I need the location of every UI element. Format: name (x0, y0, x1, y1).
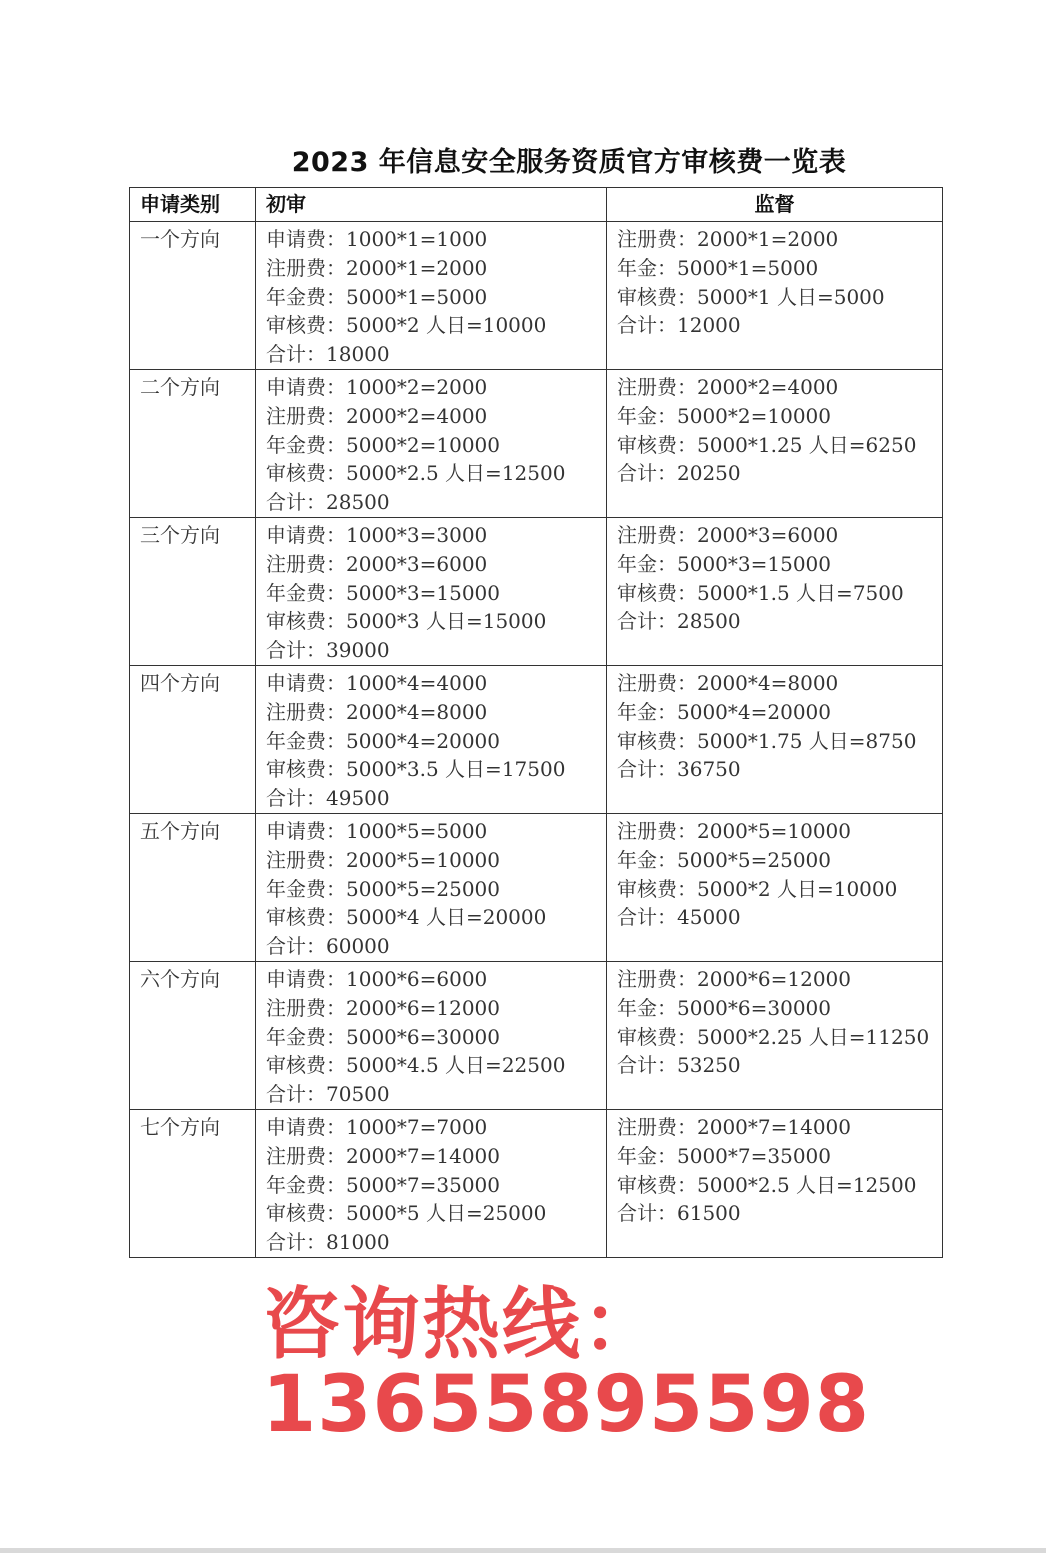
table-row (130, 1109, 943, 1257)
supervision-cell (607, 961, 943, 1109)
initial-cell (256, 517, 607, 665)
table-row (130, 369, 943, 517)
supervision-cell (607, 1109, 943, 1257)
initial-fee-line: 年金费：5000*3=15000 (266, 580, 501, 605)
category-cell (130, 369, 256, 517)
supervision-fee-line: 年金：5000*4=20000 (617, 699, 832, 724)
initial-fee-line: 申请费：1000*1=1000 (266, 227, 488, 251)
table-row (130, 813, 943, 961)
category-cell (130, 665, 256, 813)
category-cell (130, 961, 256, 1109)
supervision-fee-line: 年金：5000*1=5000 (617, 255, 819, 280)
initial-fee-line: 注册费：2000*5=10000 (266, 847, 501, 872)
supervision-cell (607, 665, 943, 813)
initial-fee-line: 合计：28500 (266, 490, 390, 515)
initial-fee-line: 审核费：5000*2.5 人日=12500 (266, 461, 566, 486)
initial-cell (256, 1109, 607, 1257)
supervision-fee-line: 年金：5000*5=25000 (617, 847, 832, 872)
initial-fee-line: 合计：39000 (266, 638, 390, 663)
table-row (130, 665, 943, 813)
initial-fee-line: 注册费：2000*7=14000 (266, 1143, 501, 1168)
initial-fee-line: 申请费：1000*6=6000 (266, 966, 488, 991)
initial-fee-line: 注册费：2000*4=8000 (266, 699, 488, 724)
hotline-label: 咨询热线： (262, 1280, 663, 1370)
initial-cell (256, 665, 607, 813)
category-label: 五个方向 (140, 818, 220, 843)
initial-fee-line: 审核费：5000*2 人日=10000 (266, 313, 547, 338)
initial-cell (256, 961, 607, 1109)
initial-fee-line: 合计：70500 (266, 1082, 390, 1107)
supervision-fee-line: 注册费：2000*6=12000 (617, 966, 852, 991)
category-label: 七个方向 (140, 1114, 220, 1139)
category-cell (130, 813, 256, 961)
initial-fee-line: 合计：60000 (266, 934, 390, 959)
supervision-fee-line: 注册费：2000*7=14000 (617, 1114, 852, 1139)
supervision-fee-line: 合计：61500 (617, 1201, 741, 1226)
initial-fee-line: 审核费：5000*3.5 人日=17500 (266, 757, 566, 782)
initial-fee-line: 合计：81000 (266, 1230, 390, 1255)
header-supervision: 监督 (607, 188, 943, 222)
category-cell (130, 1109, 256, 1257)
initial-fee-line: 合计：49500 (266, 786, 390, 811)
initial-fee-line: 年金费：5000*7=35000 (266, 1172, 501, 1197)
supervision-fee-line: 注册费：2000*4=8000 (617, 670, 839, 695)
hotline-phone[interactable]: 13655895598 (262, 1360, 870, 1450)
supervision-fee-line: 年金：5000*3=15000 (617, 551, 832, 576)
category-label: 二个方向 (140, 374, 220, 399)
initial-fee-line: 申请费：1000*2=2000 (266, 374, 488, 399)
category-label: 四个方向 (140, 670, 220, 695)
initial-fee-line: 注册费：2000*3=6000 (266, 551, 488, 576)
bottom-shadow (0, 1548, 1046, 1553)
initial-fee-line: 年金费：5000*4=20000 (266, 728, 501, 753)
supervision-fee-line: 注册费：2000*3=6000 (617, 522, 839, 547)
category-label: 三个方向 (140, 522, 220, 547)
supervision-fee-line: 审核费：5000*2.25 人日=11250 (617, 1024, 930, 1049)
initial-fee-line: 审核费：5000*3 人日=15000 (266, 609, 547, 634)
table-header-row (130, 188, 943, 222)
supervision-fee-line: 审核费：5000*1.25 人日=6250 (617, 432, 917, 457)
table-row (130, 961, 943, 1109)
supervision-fee-line: 注册费：2000*5=10000 (617, 818, 852, 843)
supervision-fee-line: 年金：5000*2=10000 (617, 403, 832, 428)
initial-fee-line: 审核费：5000*4.5 人日=22500 (266, 1053, 566, 1078)
header-category: 申请类别 (130, 188, 256, 222)
initial-fee-line: 注册费：2000*2=4000 (266, 403, 488, 428)
supervision-cell (607, 517, 943, 665)
supervision-fee-line: 年金：5000*6=30000 (617, 995, 832, 1020)
initial-fee-line: 申请费：1000*4=4000 (266, 670, 488, 695)
supervision-fee-line: 合计：12000 (617, 313, 741, 338)
supervision-fee-line: 审核费：5000*2.5 人日=12500 (617, 1172, 917, 1197)
supervision-cell (607, 369, 943, 517)
initial-fee-line: 申请费：1000*5=5000 (266, 818, 488, 843)
initial-fee-line: 合计：18000 (266, 342, 390, 367)
supervision-cell (607, 813, 943, 961)
initial-fee-line: 年金费：5000*1=5000 (266, 284, 488, 309)
supervision-fee-line: 审核费：5000*1.75 人日=8750 (617, 728, 917, 753)
supervision-fee-line: 审核费：5000*2 人日=10000 (617, 876, 898, 901)
supervision-fee-line: 合计：36750 (617, 757, 741, 782)
category-label: 六个方向 (140, 966, 220, 991)
initial-fee-line: 申请费：1000*3=3000 (266, 522, 488, 547)
supervision-fee-line: 合计：28500 (617, 609, 741, 634)
supervision-fee-line: 注册费：2000*1=2000 (617, 227, 839, 251)
supervision-fee-line: 审核费：5000*1.5 人日=7500 (617, 580, 904, 605)
initial-cell (256, 369, 607, 517)
supervision-fee-line: 合计：20250 (617, 461, 741, 486)
initial-cell (256, 813, 607, 961)
initial-fee-line: 审核费：5000*4 人日=20000 (266, 905, 547, 930)
header-initial: 初审 (256, 188, 607, 222)
supervision-cell (607, 222, 943, 370)
supervision-fee-line: 合计：45000 (617, 905, 741, 930)
supervision-fee-line: 审核费：5000*1 人日=5000 (617, 284, 885, 309)
supervision-fee-line: 年金：5000*7=35000 (617, 1143, 832, 1168)
initial-fee-line: 申请费：1000*7=7000 (266, 1114, 488, 1139)
initial-fee-line: 注册费：2000*6=12000 (266, 995, 501, 1020)
initial-cell (256, 222, 607, 370)
table-row (130, 517, 943, 665)
initial-fee-line: 注册费：2000*1=2000 (266, 255, 488, 280)
initial-fee-line: 年金费：5000*2=10000 (266, 432, 501, 457)
page-title: 2023 年信息安全服务资质官方审核费一览表 (291, 147, 847, 178)
table-row (130, 222, 943, 370)
supervision-fee-line: 注册费：2000*2=4000 (617, 374, 839, 399)
category-cell (130, 222, 256, 370)
initial-fee-line: 年金费：5000*5=25000 (266, 876, 501, 901)
fee-table (129, 187, 943, 1258)
category-label: 一个方向 (140, 227, 220, 251)
supervision-fee-line: 合计：53250 (617, 1053, 741, 1078)
initial-fee-line: 审核费：5000*5 人日=25000 (266, 1201, 547, 1226)
initial-fee-line: 年金费：5000*6=30000 (266, 1024, 501, 1049)
category-cell (130, 517, 256, 665)
